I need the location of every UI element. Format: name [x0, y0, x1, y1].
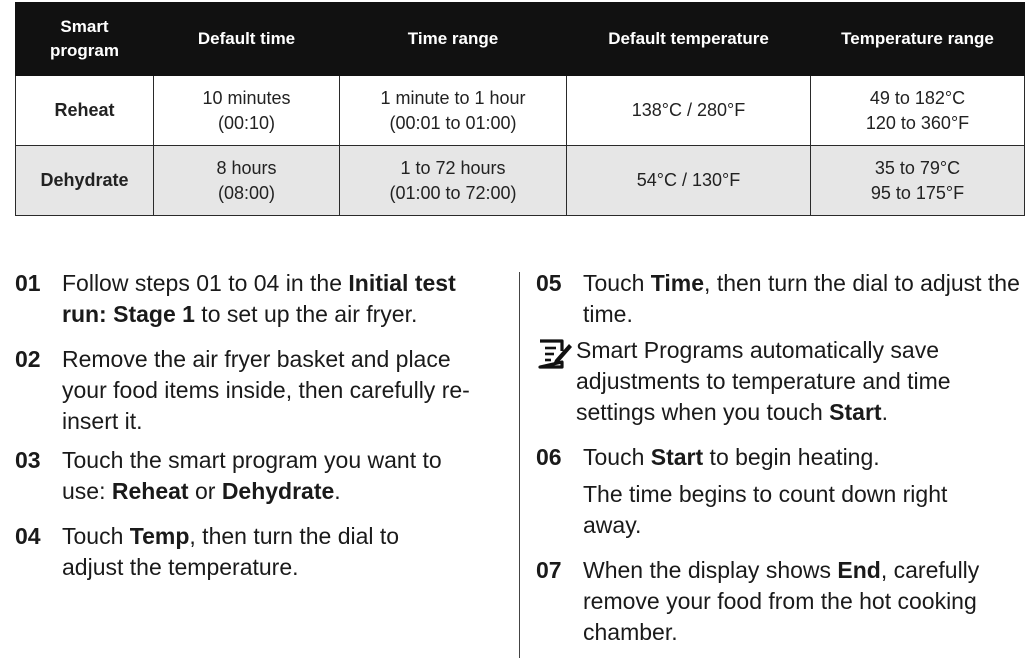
- note-text-part: .: [881, 399, 888, 425]
- step-text-bold: Temp: [129, 523, 190, 549]
- step-number: 04: [15, 523, 41, 549]
- cell-default-time: 8 hours (08:00): [154, 146, 340, 216]
- cell-time-range: 1 minute to 1 hour (00:01 to 01:00): [340, 76, 567, 146]
- step-text-bold: Dehydrate: [221, 478, 335, 504]
- header-time-range: Time range: [340, 3, 567, 76]
- cell-temperature-range: 35 to 79°C 95 to 175°F: [811, 146, 1025, 216]
- step-number: 06: [536, 444, 562, 470]
- cell-default-temperature: 54°C / 130°F: [567, 146, 811, 216]
- note-text: [576, 335, 1026, 428]
- step-01: [15, 268, 495, 330]
- header-default-time: Default time: [154, 3, 340, 76]
- step-text-part: Touch: [583, 270, 651, 296]
- step-text-part: Touch the smart program you want to use:: [62, 447, 442, 504]
- table-row-dehydrate: [16, 146, 1025, 216]
- steps-left-column: [15, 268, 495, 583]
- step-text: [62, 268, 495, 330]
- step-number: 05: [536, 270, 562, 296]
- step-text-bold: End: [837, 557, 881, 583]
- cell-default-temperature: 138°C / 280°F: [567, 76, 811, 146]
- step-text: [62, 445, 495, 507]
- step-number: 01: [15, 270, 41, 296]
- step-text-part: Follow steps 01 to 04 in the: [62, 270, 349, 296]
- step-text-part: Touch: [583, 444, 651, 470]
- step-07: [536, 555, 1026, 648]
- step-text-part: or: [188, 478, 222, 504]
- step-03: [15, 445, 495, 507]
- header-smart-program: Smart program: [16, 3, 154, 76]
- tip-note: [536, 335, 1026, 428]
- header-default-temperature: Default temperature: [567, 3, 811, 76]
- smart-program-table: [15, 2, 1025, 216]
- step-text-part: to set up the air fryer.: [194, 301, 418, 327]
- cell-program: Dehydrate: [16, 146, 154, 216]
- step-text-part: to begin heating.: [703, 444, 880, 470]
- step-text: [583, 268, 1026, 330]
- step-number: 03: [15, 447, 41, 473]
- step-text-part: When the display shows: [583, 557, 838, 583]
- note-text-bold: Start: [829, 399, 882, 425]
- step-text: [583, 442, 1026, 541]
- step-text-bold: Start: [650, 444, 704, 470]
- step-text: Remove the air fryer basket and place your food items inside, then carefully re-insert it.: [62, 346, 470, 434]
- step-text-line: [583, 444, 880, 470]
- step-04: [15, 521, 495, 583]
- step-text-part: , then turn the dial to adjust the temperature.: [62, 523, 400, 580]
- cell-temperature-range: 49 to 182°C 120 to 360°F: [811, 76, 1025, 146]
- step-extra-text: The time begins to count down right away.: [583, 481, 948, 538]
- step-text-part: Touch: [62, 523, 130, 549]
- step-text-bold: Reheat: [111, 478, 189, 504]
- step-text-part: , carefully remove your food from the hot cooking chamber.: [583, 557, 980, 645]
- cell-program: Reheat: [16, 76, 154, 146]
- step-02: [15, 344, 495, 437]
- step-text-bold: Initial test run: Stage 1: [62, 270, 456, 327]
- step-06: [536, 442, 1026, 541]
- column-divider: [519, 272, 520, 658]
- step-05: [536, 268, 1026, 330]
- step-number: 07: [536, 557, 562, 583]
- step-text-part: , then turn the dial to adjust the time.: [583, 270, 1020, 327]
- table-row-reheat: [16, 76, 1025, 146]
- steps-right-column: [536, 268, 1026, 648]
- step-text-part: .: [334, 478, 341, 504]
- step-text: [583, 555, 1026, 648]
- step-number: 02: [15, 346, 41, 372]
- step-text-bold: Time: [650, 270, 705, 296]
- note-text-part: Smart Programs automatically save adjustments to temperature and time settings when you touch: [576, 337, 951, 425]
- note-icon: [536, 335, 576, 378]
- step-text: [62, 521, 495, 583]
- table-header-row: [16, 3, 1025, 76]
- header-temperature-range: Temperature range: [811, 3, 1025, 76]
- cell-time-range: 1 to 72 hours (01:00 to 72:00): [340, 146, 567, 216]
- cell-default-time: 10 minutes (00:10): [154, 76, 340, 146]
